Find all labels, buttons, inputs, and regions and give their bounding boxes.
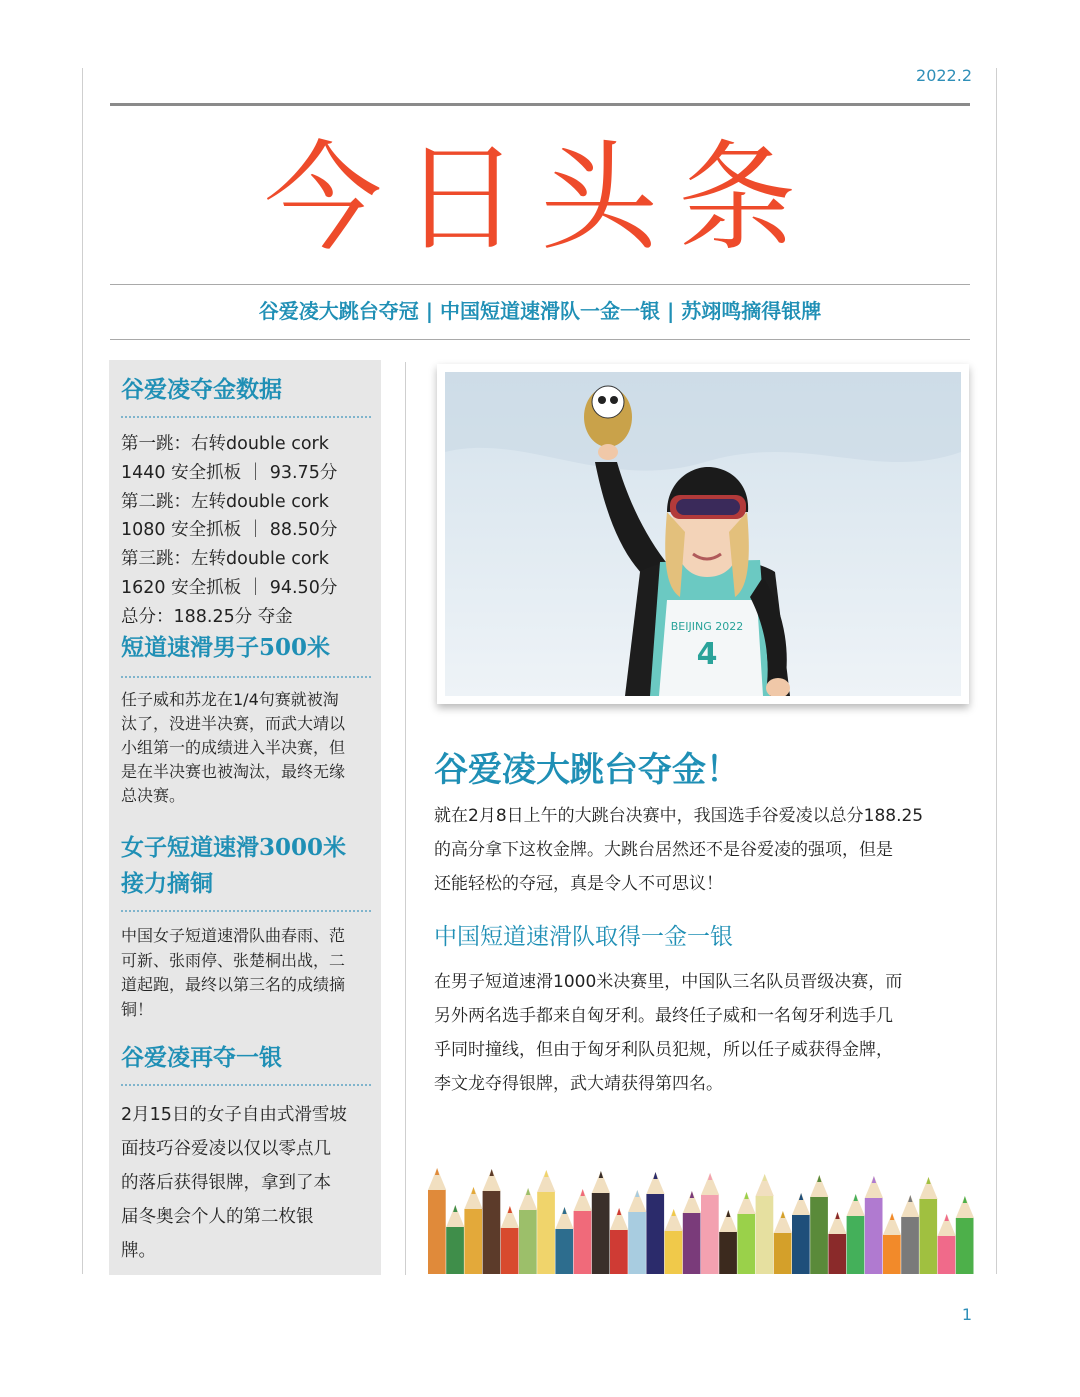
list-item: 第一跳：右转double cork [121,434,329,454]
sidebar-title-second-silver: 谷爱凌再夺一银 [121,1044,282,1071]
pencil-lead [926,1177,930,1184]
pencil-lead [562,1207,566,1214]
pencil-lead [726,1210,730,1217]
pencil-body [646,1194,664,1274]
pencil-body [810,1197,828,1274]
text-line: 可新、张雨停、张楚桐出战，二 [121,950,346,970]
pencil-lead [599,1171,603,1178]
text-line: 的高分拿下这枚金牌。大跳台居然还不是谷爱凌的强项，但是 [434,840,893,860]
pencil-lead [945,1214,949,1221]
text-line: 就在2月8日上午的大跳台决赛中，我国选手谷爱凌以总分188.25 [434,806,924,826]
sidebar-title-women-relay [121,830,373,902]
pencil-lead [817,1175,821,1182]
pencil-body [501,1228,519,1274]
pencil-body [865,1198,883,1274]
second-story-paragraph [434,965,974,1101]
pencil-body [428,1190,446,1274]
pencil-body [483,1191,501,1274]
text-line: 乎同时撞线，但由于匈牙利队员犯规，所以任子威获得金牌， [434,1040,893,1060]
pencil-body [628,1212,646,1274]
text-line: 另外两名选手都来自匈牙利。最终任子威和一名匈牙利选手几 [434,1006,893,1026]
bib-number: 4 [696,637,718,672]
pencil-lead [890,1213,894,1220]
text-line: 总决赛。 [121,786,186,805]
issue-date: 2022.2 [916,66,972,85]
text-line: 是在半决赛也被淘汰，最终无缘 [121,762,346,781]
pencil-lead [471,1187,475,1194]
pencil-lead [508,1206,512,1213]
photo-frame [437,364,969,704]
text-line: 牌。 [121,1241,156,1261]
text-line: 铜！ [121,999,154,1019]
pencil-lead [581,1189,585,1196]
text-line: 小组第一的成绩进入半决赛，但 [121,738,346,757]
headline-strip: 谷爱凌大跳台夺冠 | 中国短道速滑队一金一银 | 苏翊鸣摘得银牌 [258,299,822,323]
pencil-lead [690,1191,694,1198]
pencil-body [574,1211,592,1274]
list-item: 1080 安全抓板 ｜ 88.50分 [121,520,338,541]
pencil-body [683,1213,701,1274]
pencil-body [901,1217,919,1274]
headline-rule-bottom [110,339,970,340]
pencil-body [774,1233,792,1274]
sidebar-divider [121,676,371,678]
title-line: 女子短道速滑3000米 [121,834,347,861]
pencil-body [828,1234,846,1274]
text-line: 中国女子短道速滑队曲春雨、范 [121,926,346,945]
list-item: 1620 安全抓板 ｜ 94.50分 [121,577,338,598]
text-line: 面技巧谷爱凌以仅以零点几 [121,1139,331,1159]
pencil-lead [854,1194,858,1201]
pencil-body [737,1214,755,1274]
women-relay-text [121,924,373,1022]
pencil-lead [635,1190,639,1197]
pencil-body [446,1227,464,1274]
pencil-lead [526,1188,530,1195]
text-line: 届冬奥会个人的第二枚银 [121,1207,314,1227]
list-item: 总分：188.25分 夺金 [121,606,293,627]
pencil-body [555,1229,573,1274]
title-line: 接力摘铜 [121,870,213,897]
text-line: 汰了，没进半决赛，而武大靖以 [121,714,346,733]
text-line: 的落后获得银牌，拿到了本 [121,1173,331,1193]
pencils-decoration [428,1148,974,1274]
sidebar-divider [121,910,371,912]
column-divider [405,362,406,1275]
pencil-body [756,1196,774,1274]
pencil-lead [435,1168,439,1175]
text-line: 在男子短道速滑1000米决赛里，中国队三名队员晋级决赛，而 [434,972,903,992]
pencil-lead [781,1211,785,1218]
headline-rule-top [110,284,970,285]
sidebar [109,360,381,1275]
text-line: 道起跑，最终以第三名的成绩摘 [121,975,346,994]
bib-text: BEIJING 2022 [670,620,744,633]
pencil-body [792,1215,810,1274]
pencil-body [592,1193,610,1274]
pencil-body [701,1195,719,1274]
second-story-title: 中国短道速滑队取得一金一银 [434,924,733,950]
main-story-paragraph [434,799,974,901]
page-number: 1 [961,1305,972,1324]
men-500m-text [121,688,373,808]
second-silver-text [121,1098,373,1268]
athlete-illustration [445,372,961,696]
pencil-lead [708,1173,712,1180]
pencil-body [665,1231,683,1274]
list-item: 第三跳：左转double cork [121,549,329,570]
pencil-body [938,1236,956,1274]
list-item: 第二跳：左转double cork [121,491,329,512]
pencil-lead [799,1193,803,1200]
pencil-lead [544,1170,548,1177]
sidebar-title-gold-data: 谷爱凌夺金数据 [121,376,282,403]
sidebar-title-men-500m: 短道速滑男子500米 [121,634,331,661]
text-line: 2月15日的女子自由式滑雪坡 [121,1105,347,1125]
text-line: 李文龙夺得银牌，武大靖获得第四名。 [434,1074,723,1094]
pencil-body [519,1210,537,1274]
pencil-body [464,1209,482,1274]
text-line: 还能轻松的夺冠，真是令人不可思议！ [434,874,723,894]
pencil-lead [490,1169,494,1176]
pencil-lead [744,1192,748,1199]
pencil-lead [872,1176,876,1183]
pencil-body [883,1235,901,1274]
pencil-lead [653,1172,657,1179]
pencil-lead [453,1205,457,1212]
athlete-photo [445,372,961,696]
pencil-body [847,1216,865,1274]
pencil-body [719,1232,737,1274]
sidebar-divider [121,1084,371,1086]
pencil-lead [963,1196,967,1203]
gold-data-list [121,430,373,632]
left-margin-line [82,68,83,1274]
pencil-lead [763,1174,767,1181]
pencil-body [956,1218,974,1274]
pencil-lead [672,1209,676,1216]
pencil-body [919,1199,937,1274]
pencil-lead [908,1195,912,1202]
pencil-body [610,1230,628,1274]
pencil-lead [617,1208,621,1215]
pencil-lead [835,1212,839,1219]
top-rule [110,103,970,106]
pencil-body [537,1192,555,1274]
masthead-title: 今日头条 [263,129,816,267]
main-story-title: 谷爱凌大跳台夺金！ [434,750,740,790]
list-item: 1440 安全抓板 ｜ 93.75分 [121,462,338,483]
text-line: 任子威和苏龙在1/4句赛就被淘 [121,690,339,709]
sidebar-divider [121,416,371,418]
right-margin-line [996,68,997,1274]
